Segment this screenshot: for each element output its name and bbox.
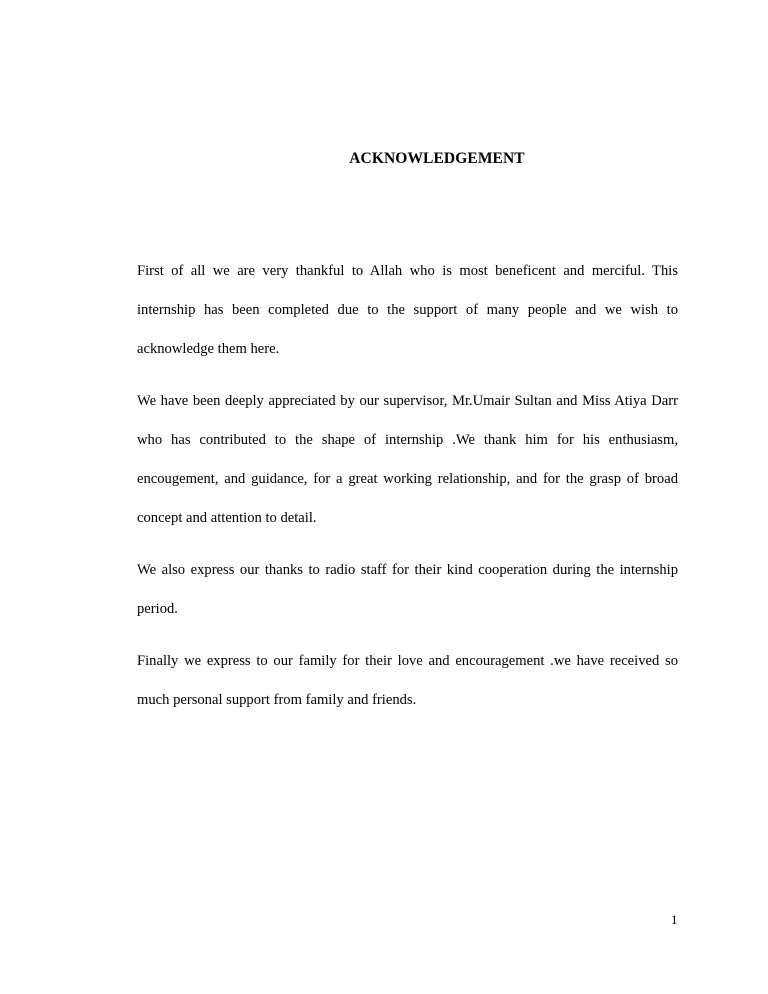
paragraph-family: Finally we express to our family for their love and encouragement .we have received so much personal support from family and friends. — [137, 653, 678, 708]
paragraph-thanks-allah: First of all we are very thankful to Allah who is most beneficent and merciful. This internship has been completed due to the support of many people and we wish to acknowledge them here. — [137, 263, 678, 357]
paragraph-supervisors: We have been deeply appreciated by our supervisor, Mr.Umair Sultan and Miss Atiya Darr who has contributed to the shape of internship .We thank him for his enthusiasm, encougement, and guidance, for a great working relationship, and for the grasp of broad concept and attention to detail. — [137, 393, 678, 526]
page-number: 1 — [671, 912, 678, 927]
paragraph-radio-staff: We also express our thanks to radio staff for their kind cooperation during the internship period. — [137, 562, 678, 617]
acknowledgement-body — [137, 252, 678, 733]
page-title: ACKNOWLEDGEMENT — [349, 150, 525, 167]
